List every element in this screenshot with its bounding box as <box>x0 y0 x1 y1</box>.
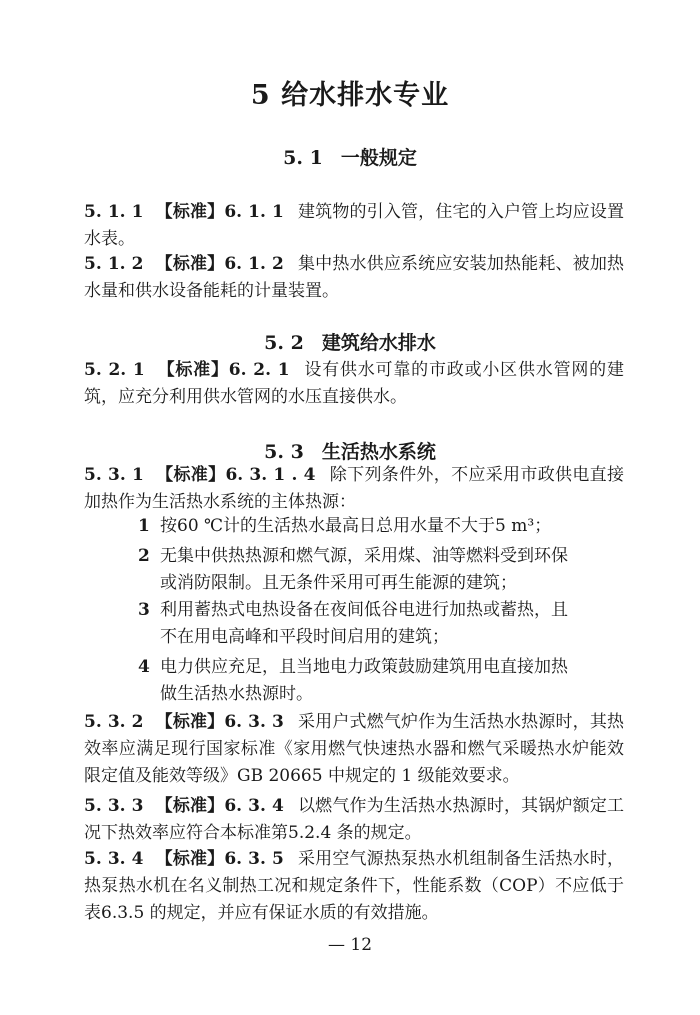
list-item-text: 不在用电高峰和平段时间启用的建筑； <box>160 627 449 647</box>
section-number: 5. 1 <box>283 147 323 169</box>
section-title: 生活热水系统 <box>321 441 436 463</box>
list-item <box>138 654 624 708</box>
clause-text: 采用空气源热泵热水机组制备生活热水 <box>297 849 590 869</box>
clause <box>84 709 624 790</box>
clause-ref: 6. 3. 1 . 4 <box>225 465 316 485</box>
clause-ref: 6. 1. 1 <box>224 202 284 222</box>
section-title: 建筑给水排水 <box>321 332 436 354</box>
clause-text: 加热水量和供水设备能耗的计量装置。 <box>84 254 625 301</box>
clause-number: 5. 3. 3 <box>84 796 144 816</box>
clause-text: 建筑物的引入管，住宅的入户管上均应设 <box>297 202 608 222</box>
section-title: 一般规定 <box>340 147 417 169</box>
clause-text: 加热作为生活热水系统的主体热源： <box>84 492 356 512</box>
clause <box>84 199 624 253</box>
clause <box>84 251 624 305</box>
clause-text: 集中热水供应系统应安装加热能耗、被 <box>297 254 590 274</box>
list-item-number: 3 <box>138 600 150 620</box>
list-item <box>138 597 624 651</box>
list-item-text: 利用蓄热式电热设备在夜间低谷电进行加热或蓄热，且 <box>160 600 568 620</box>
clause-ref: 6. 1. 2 <box>224 254 284 274</box>
list-item-text: 或消防限制。且无条件采用可再生能源的建筑； <box>160 573 517 593</box>
clause-number: 5. 1. 2 <box>84 254 144 274</box>
list-item-text: 按60 ℃计的生活热水最高日总用水量不大于5 m³； <box>160 516 552 536</box>
list-item <box>138 513 624 540</box>
page-number: — 12 <box>327 935 373 955</box>
section-number: 5. 2 <box>264 332 304 354</box>
clause-ref: 6. 3. 3 <box>224 712 284 732</box>
clause <box>84 793 624 847</box>
clause-number: 5. 2. 1 <box>84 360 145 380</box>
list-item-number: 1 <box>138 516 150 536</box>
clause-ref: 6. 3. 5 <box>224 849 284 869</box>
clause-tag: 【标准】 <box>155 202 225 222</box>
section-heading <box>0 328 700 355</box>
list-item-number: 4 <box>138 657 150 677</box>
list-item-text: 做生活热水热源时。 <box>160 684 313 704</box>
section-number: 5. 3 <box>264 441 304 463</box>
section-heading <box>0 437 700 464</box>
clause-text: 除下列条件外，不应采用市政供电直接 <box>329 465 624 485</box>
clause-text: 以燃气作为生活热水热源时，其锅炉额 <box>297 796 590 816</box>
clause-text: 时，热泵热水机在名义制热工况和规定条件下，性能系数（COP）不应低于表6.3.5 的规定，并应有保证水质的有效措施。 <box>84 849 625 923</box>
clause-ref: 6. 3. 4 <box>224 796 284 816</box>
clause <box>84 357 624 411</box>
clause-tag: 【标准】 <box>155 465 226 485</box>
list-item-number: 2 <box>138 546 150 566</box>
clause <box>84 462 624 516</box>
list-item-text: 电力供应充足，且当地电力政策鼓励建筑用电直接加热 <box>160 657 568 677</box>
clause-tag: 【标准】 <box>156 360 229 380</box>
clause-text: 置水表。 <box>84 202 625 249</box>
list-item-text: 无集中供热热源和燃气源，采用煤、油等燃料受到环保 <box>160 546 568 566</box>
clause-text: 定工况下热效率应符合本标准第5.2.4 条的规定。 <box>84 796 625 843</box>
clause-number: 5. 3. 1 <box>84 465 144 485</box>
clause-text: 建筑，应充分利用供水管网的水压直接供水。 <box>84 360 624 407</box>
clause-tag: 【标准】 <box>155 254 225 274</box>
clause-text: 采用户式燃气炉作为生活热水热源时， <box>297 712 590 732</box>
clause-ref: 6. 2. 1 <box>228 360 290 380</box>
chapter-title: 5 给水排水专业 <box>250 80 450 111</box>
clause-number: 5. 3. 4 <box>84 849 144 869</box>
clause <box>84 846 624 927</box>
clause-text: 设有供水可靠的市政或小区供水管网的 <box>303 360 607 380</box>
clause-text: 其热效率应满足现行国家标准《家用燃气快速热水器和燃气采暖热水炉能效限定值及能效等级》GB 20665 中规定的 1 级能效要求。 <box>84 712 625 786</box>
clause-number: 5. 1. 1 <box>84 202 144 222</box>
clause-tag: 【标准】 <box>155 849 225 869</box>
section-heading <box>0 143 700 170</box>
clause-number: 5. 3. 2 <box>84 712 144 732</box>
clause-tag: 【标准】 <box>155 712 225 732</box>
clause-tag: 【标准】 <box>155 796 225 816</box>
list-item <box>138 543 624 597</box>
